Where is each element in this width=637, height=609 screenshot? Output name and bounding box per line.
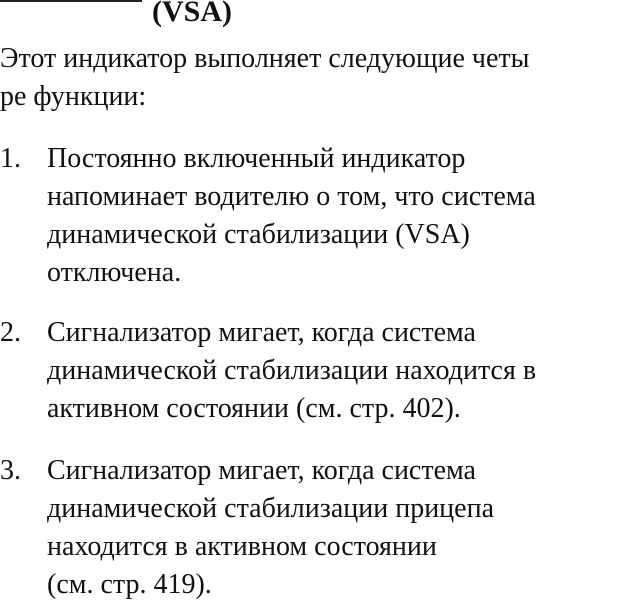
list-item-line: Постоянно включенный индикатор (47, 143, 466, 174)
list-item-number: 2. (0, 317, 21, 348)
list-item-line: динамической стабилизации прицепа (47, 493, 495, 524)
list-item-line: активном состоянии (см. стр. 402). (47, 393, 461, 424)
section-heading: (VSA) (152, 0, 232, 28)
list-item-line: динамической стабилизации (VSA) (47, 219, 470, 250)
list-item-number: 1. (0, 143, 21, 174)
section-rule (0, 0, 142, 2)
list-item-line: находится в активном состоянии (47, 531, 437, 562)
list-item-number: 3. (0, 455, 21, 486)
intro-line: ре функции: (0, 81, 147, 112)
list-item-line: (см. стр. 419). (47, 569, 212, 600)
list-item-text (47, 452, 494, 604)
list-item-text (47, 314, 536, 428)
list-item-line: Сигнализатор мигает, когда система (47, 317, 476, 348)
list-item-line: Сигнализатор мигает, когда система (47, 455, 476, 486)
intro-paragraph (0, 40, 637, 116)
list-item-line: отключена. (47, 257, 182, 288)
list-item-text (47, 140, 536, 292)
list-item-line: динамической стабилизации находится в (47, 355, 537, 386)
intro-line: Этот индикатор выполняет следующие четы (0, 43, 530, 74)
list-item-line: напоминает водителю о том, что система (47, 181, 536, 212)
